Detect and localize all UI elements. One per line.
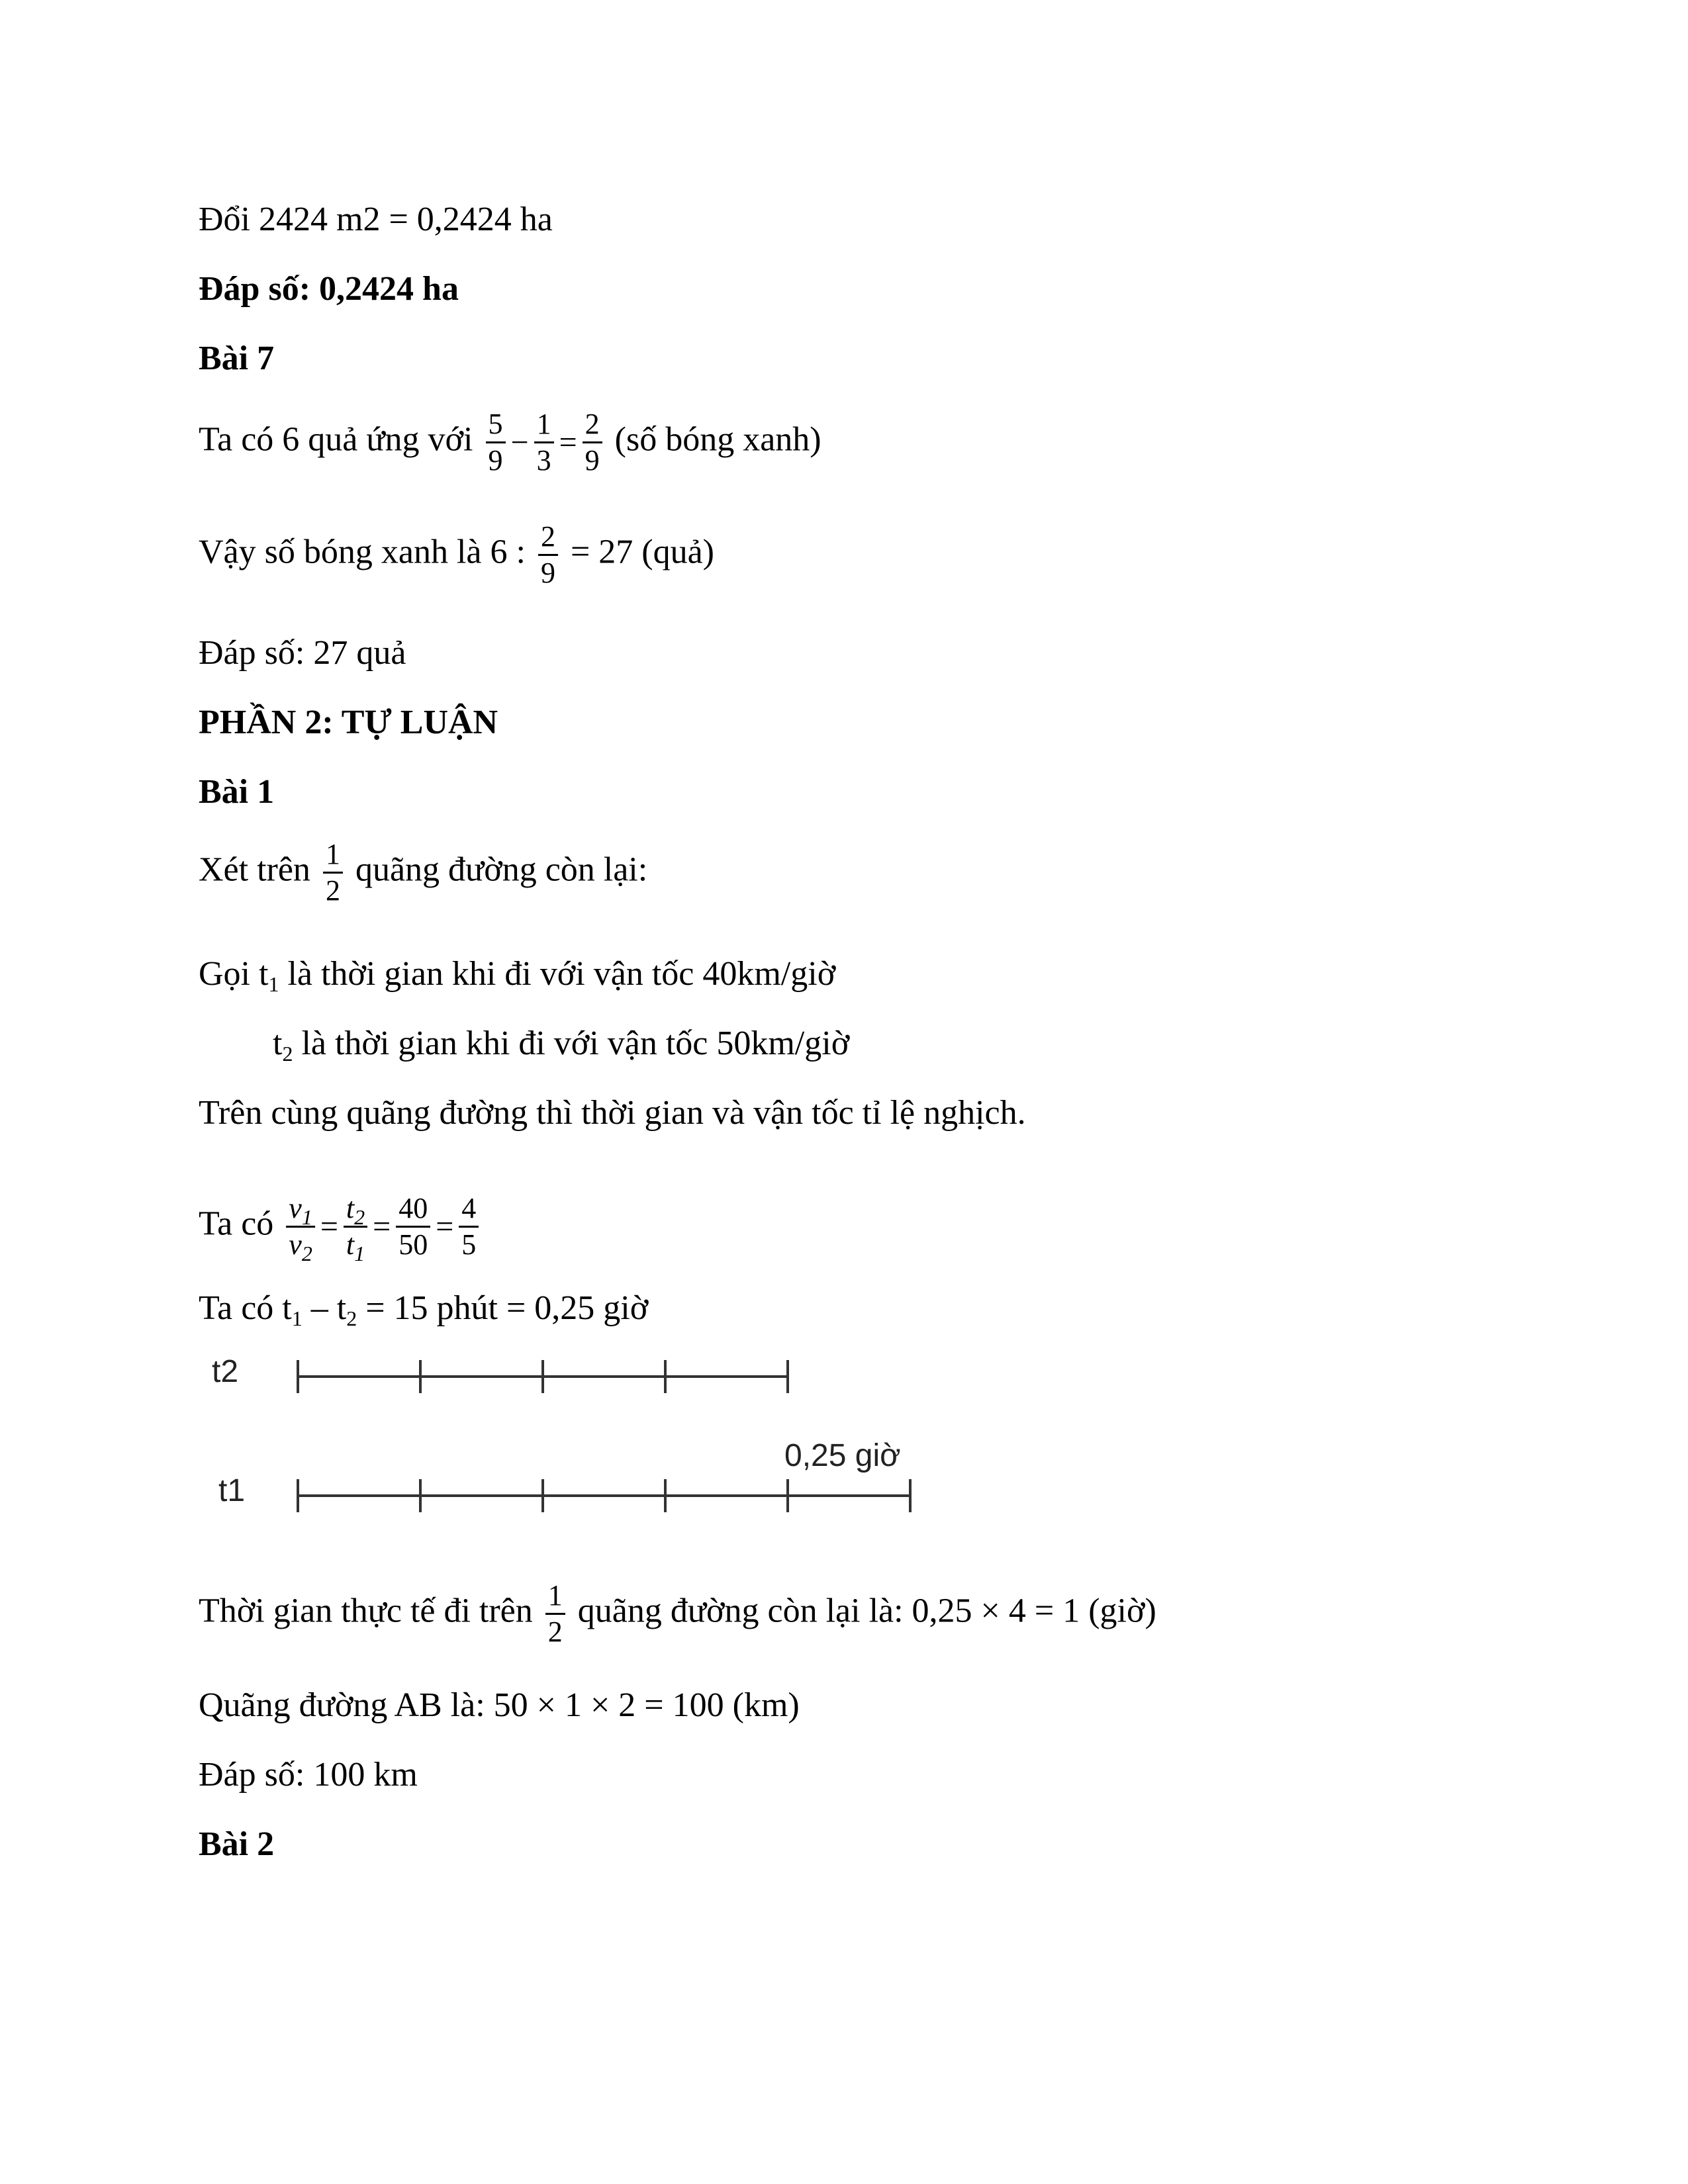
ratio-equation-line: Ta có $\frac{v_1}{v_2}$ = $\frac{t_2}{t_1}$ = $\frac{40}{50}$ = $\frac{4}{5}$ [199, 1191, 483, 1262]
fraction-4-5: $\frac{4}{5}$ [459, 1191, 479, 1262]
text-segment: Ta có 6 quả ứng với [199, 420, 473, 459]
define-t1-line: Gọi $t_1$ là thời gian khi đi với vận tốc 40km/giờ [199, 955, 836, 996]
label-t1: t1 [218, 1473, 246, 1508]
fraction-1-3: $\frac{1}{3}$ [534, 407, 554, 478]
heading-phan2: PHẦN 2: TỰ LUẬN [199, 704, 498, 741]
t2-segments [298, 1360, 788, 1393]
fraction-v1-v2: $\frac{v_1}{v_2}$ [286, 1191, 315, 1262]
fraction-t2-t1: $\frac{t_2}{t_1}$ [344, 1191, 367, 1262]
text-segment: = 27 (quả) [570, 533, 714, 571]
fraction-1-2: $\frac{1}{2}$ [323, 837, 343, 908]
segment-diagram [199, 1350, 960, 1549]
heading-bai7: Bài 7 [199, 340, 275, 377]
fraction-40-50: $\frac{40}{50}$ [396, 1191, 430, 1262]
fraction-2-9: $\frac{2}{9}$ [538, 520, 558, 590]
text-segment: quãng đường còn lại là: 0,25 × 4 = 1 (giờ) [577, 1592, 1156, 1630]
text-segment: Xét trên [199, 850, 310, 889]
answer-line-bai1: Đáp số: 100 km [199, 1756, 418, 1794]
text-segment: Thời gian thực tế đi trên [199, 1592, 533, 1630]
label-025-gio: 0,25 giờ [784, 1438, 901, 1473]
bai7-equation-line [199, 407, 821, 478]
time-difference-line: Ta có $t_1 - t_2 = 15$ phút = 0,25 giờ [199, 1289, 649, 1330]
fraction-5-9: $\frac{5}{9}$ [486, 407, 506, 478]
bai1-consider-line [199, 837, 647, 908]
answer-line-bai6: Đáp số: 0,2424 ha [199, 270, 459, 308]
label-t2: t2 [212, 1354, 239, 1389]
fraction-1-2: $\frac{1}{2}$ [545, 1578, 565, 1649]
heading-bai2: Bài 2 [199, 1825, 275, 1863]
answer-line-bai7: Đáp số: 27 quả [199, 634, 406, 672]
equals-sign: = [559, 424, 577, 460]
minus-sign: − [510, 424, 529, 460]
text-segment: quãng đường còn lại: [355, 850, 648, 889]
bai7-division-line [199, 520, 714, 590]
heading-bai1: Bài 1 [199, 773, 275, 811]
define-t2-line: $t_2$ là thời gian khi đi với vận tốc 50km/giờ [273, 1024, 850, 1066]
inverse-proportion-line: Trên cùng quãng đường thì thời gian và vận tốc tỉ lệ nghịch. [199, 1094, 1026, 1132]
distance-ab-line: Quãng đường AB là: 50 × 1 × 2 = 100 (km) [199, 1686, 800, 1724]
t1-segments [298, 1479, 910, 1512]
text-segment: Vậy số bóng xanh là 6 : [199, 533, 526, 571]
actual-time-line [199, 1578, 1156, 1649]
text-segment: Ta có [199, 1205, 274, 1243]
text-segment: (số bóng xanh) [614, 420, 821, 459]
conversion-line: Đổi 2424 m2 = 0,2424 ha [199, 201, 553, 238]
fraction-2-9: $\frac{2}{9}$ [583, 407, 602, 478]
